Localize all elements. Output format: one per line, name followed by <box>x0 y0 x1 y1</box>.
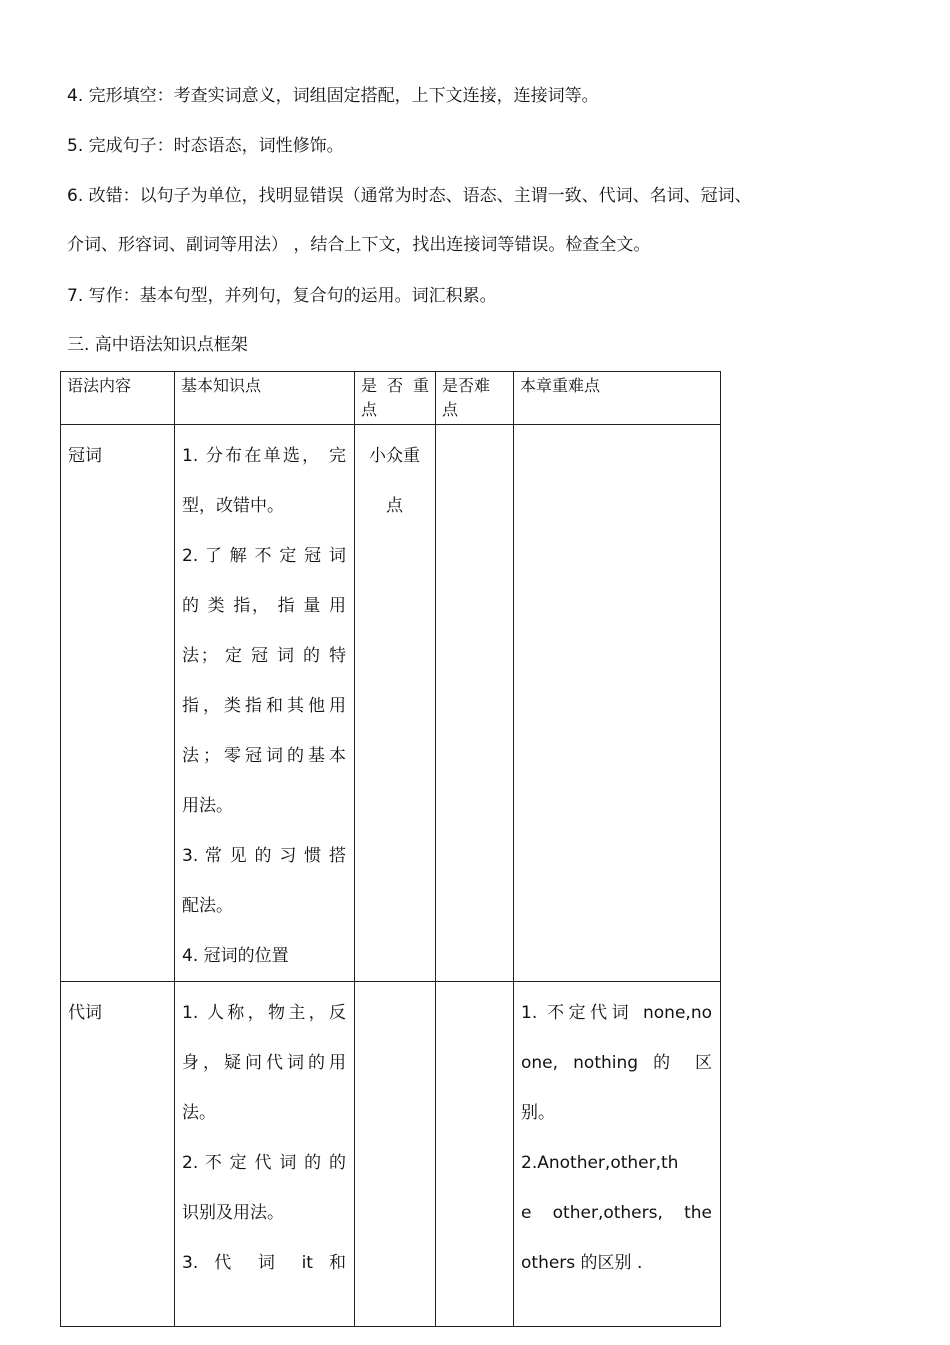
header-cell <box>61 372 175 425</box>
point-line: 身，疑问代词的用 <box>182 1053 346 1073</box>
header-cell <box>175 372 355 425</box>
grammar-framework-table <box>60 371 721 1327</box>
paragraph-line: 7. 写作：基本句型，并列句，复合句的运用。词汇积累。 <box>67 286 497 306</box>
point-line: 2. 了 解 不 定 冠 词 <box>182 546 346 566</box>
header-is-hard-line: 点 <box>442 400 459 419</box>
point-line: 1. 分布在单选， 完 <box>182 446 346 466</box>
paragraph-line: 5. 完成句子：时态语态，词性修饰。 <box>67 136 344 156</box>
point-line: 用法。 <box>182 796 233 816</box>
topic-label: 冠词 <box>68 446 102 466</box>
points-cell <box>175 982 355 1327</box>
topic-cell <box>61 425 175 982</box>
table-row <box>61 982 721 1327</box>
table-row <box>61 425 721 982</box>
point-line: 1. 人称，物主，反 <box>182 1003 346 1023</box>
header-grammar-content: 语法内容 <box>67 376 132 395</box>
paragraph-line: 介词、形容词、副词等用法） ，结合上下文，找出连接词等错误。检查全文。 <box>67 235 651 255</box>
focus-line: 1. 不定代词 none,no <box>521 1003 712 1023</box>
header-is-key <box>355 372 435 424</box>
focus-cell <box>514 982 721 1327</box>
header-cell <box>355 372 436 425</box>
focus-line: 2.Another,other,th <box>521 1153 679 1173</box>
paragraph-line: 4. 完形填空：考查实词意义，词组固定搭配，上下文连接，连接词等。 <box>67 86 599 106</box>
focus-cell <box>514 425 721 982</box>
point-line: 法； 定 冠 词 的 特 <box>182 646 346 666</box>
topic-label: 代词 <box>68 1003 102 1023</box>
point-line: 3. 代 词 it 和 <box>182 1253 346 1273</box>
point-line: 2. 不 定 代 词 的 的 <box>182 1153 346 1173</box>
hard-cell <box>436 982 514 1327</box>
points-cell <box>175 425 355 982</box>
header-cell <box>436 372 514 425</box>
key-line: 小众重 <box>369 446 420 466</box>
point-line: 4. 冠词的位置 <box>182 946 289 966</box>
section-heading: 三. 高中语法知识点框架 <box>67 335 248 355</box>
point-line: 指，类指和其他用 <box>182 696 346 716</box>
key-cell <box>355 982 436 1327</box>
key-cell <box>355 425 436 982</box>
point-line: 3. 常 见 的 习 惯 搭 <box>182 846 346 866</box>
point-line: 型，改错中。 <box>182 496 284 516</box>
header-cell <box>514 372 721 425</box>
topic-cell <box>61 982 175 1327</box>
point-line: 配法。 <box>182 896 233 916</box>
hard-cell <box>436 425 514 982</box>
header-basic-points: 基本知识点 <box>181 376 262 395</box>
header-is-hard-line: 是否难 <box>442 376 491 395</box>
key-line: 点 <box>386 496 403 516</box>
header-is-key-line: 点 <box>361 400 378 419</box>
focus-line: others 的区别 . <box>521 1253 643 1273</box>
point-line: 识别及用法。 <box>182 1203 284 1223</box>
header-chapter-focus: 本章重难点 <box>520 376 601 395</box>
focus-line: e other,others, the <box>521 1203 712 1223</box>
paragraph-line: 6. 改错：以句子为单位，找明显错误（通常为时态、语态、主谓一致、代词、名词、冠词、 <box>67 186 752 206</box>
point-line: 法。 <box>182 1103 216 1123</box>
focus-line: 别。 <box>521 1103 555 1123</box>
focus-line: one, nothing 的 区 <box>521 1053 712 1073</box>
table-header-row <box>61 372 721 425</box>
point-line: 的 类 指， 指 量 用 <box>182 596 346 616</box>
point-line: 法；零冠词的基本 <box>182 746 346 766</box>
header-is-hard <box>436 372 513 424</box>
header-is-key-line: 是 否 重 <box>361 376 429 395</box>
